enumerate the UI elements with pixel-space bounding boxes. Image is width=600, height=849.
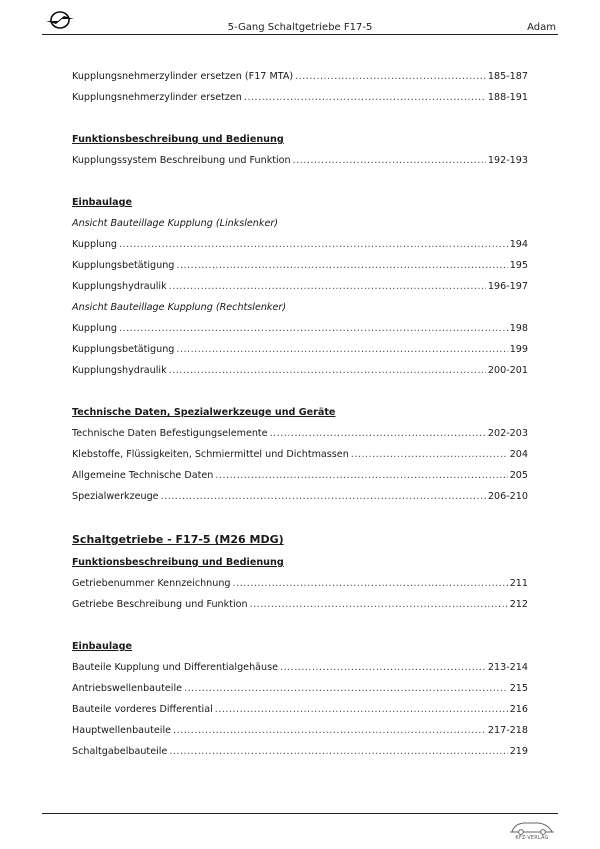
toc-leader-dots	[270, 423, 486, 444]
toc-heading: Einbaulage	[72, 641, 132, 652]
toc-leader-dots	[176, 339, 507, 360]
toc-spacer	[72, 615, 528, 636]
toc-entry[interactable]	[72, 741, 528, 762]
toc-leader-dots	[250, 594, 508, 615]
toc-entry-title: Kupplungsnehmerzylinder ersetzen (F17 MTA)	[72, 71, 294, 82]
table-of-contents	[72, 66, 528, 762]
toc-entry[interactable]	[72, 486, 528, 507]
toc-entry-pages: 206-210	[487, 491, 528, 502]
toc-leader-dots	[215, 465, 507, 486]
toc-entry[interactable]	[72, 234, 528, 255]
toc-leader-dots	[169, 741, 507, 762]
toc-entry[interactable]	[72, 573, 528, 594]
toc-sub: Ansicht Bauteillage Kupplung (Rechtslenker)	[72, 302, 287, 313]
toc-entry[interactable]	[72, 444, 528, 465]
toc-entry-pages: 219	[509, 746, 528, 757]
toc-entry-pages: 200-201	[487, 365, 528, 376]
toc-heading: Einbaulage	[72, 197, 132, 208]
toc-spacer	[72, 108, 528, 129]
toc-entry-pages: 216	[509, 704, 528, 715]
toc-entry-title: Kupplungsbetätigung	[72, 260, 175, 271]
toc-entry-pages: 211	[509, 578, 528, 589]
toc-leader-dots	[161, 486, 486, 507]
toc-entry-pages: 212	[509, 599, 528, 610]
toc-entry-title: Bauteile Kupplung und Differentialgehäuse	[72, 662, 279, 673]
toc-entry[interactable]	[72, 594, 528, 615]
toc-entry[interactable]	[72, 339, 528, 360]
toc-entry-pages: 192-193	[487, 155, 528, 166]
toc-sub: Ansicht Bauteillage Kupplung (Linkslenker)	[72, 218, 279, 229]
toc-entry-pages: 205	[509, 470, 528, 481]
toc-entry[interactable]	[72, 720, 528, 741]
document-title: 5-Gang Schaltgetriebe F17-5	[227, 22, 373, 33]
toc-entry-pages: 217-218	[487, 725, 528, 736]
toc-leader-dots	[169, 360, 486, 381]
toc-entry[interactable]	[72, 276, 528, 297]
toc-spacer	[72, 381, 528, 402]
toc-entry-pages: 195	[509, 260, 528, 271]
toc-entry-title: Allgemeine Technische Daten	[72, 470, 214, 481]
toc-leader-dots	[293, 150, 486, 171]
footer-divider	[42, 813, 558, 814]
toc-entry-pages: 202-203	[487, 428, 528, 439]
toc-entry-pages: 196-197	[487, 281, 528, 292]
toc-entry-title: Klebstoffe, Flüssigkeiten, Schmiermittel und Dichtmassen	[72, 449, 349, 460]
toc-entry[interactable]	[72, 66, 528, 87]
toc-leader-dots	[244, 87, 486, 108]
toc-entry[interactable]	[72, 465, 528, 486]
header-model: Adam	[527, 22, 556, 33]
toc-entry-pages: 204	[509, 449, 528, 460]
toc-entry-title: Getriebenummer Kennzeichnung	[72, 578, 231, 589]
toc-entry-title: Kupplungsbetätigung	[72, 344, 175, 355]
toc-entry-pages: 194	[509, 239, 528, 250]
toc-leader-dots	[119, 234, 508, 255]
toc-entry-pages: 198	[509, 323, 528, 334]
toc-entry-title: Technische Daten Befestigungselemente	[72, 428, 268, 439]
toc-heading: Technische Daten, Spezialwerkzeuge und Geräte	[72, 407, 336, 418]
toc-heading: Funktionsbeschreibung und Bedienung	[72, 134, 284, 145]
toc-entry[interactable]	[72, 87, 528, 108]
toc-entry-title: Bauteile vorderes Differential	[72, 704, 213, 715]
toc-leader-dots	[169, 276, 486, 297]
toc-entry-title: Kupplung	[72, 323, 117, 334]
page-header	[42, 8, 558, 34]
toc-leader-dots	[351, 444, 508, 465]
toc-heading: Funktionsbeschreibung und Bedienung	[72, 557, 284, 568]
toc-spacer	[72, 507, 528, 528]
toc-entry-title: Schaltgabelbauteile	[72, 746, 168, 757]
toc-entry[interactable]	[72, 150, 528, 171]
toc-entry-pages: 199	[509, 344, 528, 355]
car-icon	[506, 818, 558, 836]
toc-entry[interactable]	[72, 255, 528, 276]
toc-leader-dots	[173, 720, 486, 741]
toc-leader-dots	[233, 573, 508, 594]
toc-entry-title: Kupplungssystem Beschreibung und Funktion	[72, 155, 291, 166]
toc-leader-dots	[280, 657, 486, 678]
toc-entry[interactable]	[72, 657, 528, 678]
header-divider	[42, 34, 558, 35]
toc-section: Schaltgetriebe - F17-5 (M26 MDG)	[72, 533, 284, 546]
toc-entry-pages: 215	[509, 683, 528, 694]
toc-leader-dots	[119, 318, 508, 339]
toc-entry[interactable]	[72, 699, 528, 720]
toc-entry-title: Getriebe Beschreibung und Funktion	[72, 599, 248, 610]
toc-entry-title: Kupplungshydraulik	[72, 365, 167, 376]
toc-entry-pages: 185-187	[487, 71, 528, 82]
toc-entry-title: Antriebswellenbauteile	[72, 683, 183, 694]
toc-spacer	[72, 171, 528, 192]
toc-entry-pages: 213-214	[487, 662, 528, 673]
publisher-name: KFZ-VERLAG	[515, 835, 549, 841]
toc-entry-pages: 188-191	[487, 92, 528, 103]
toc-entry-title: Kupplungsnehmerzylinder ersetzen	[72, 92, 242, 103]
toc-entry-title: Hauptwellenbauteile	[72, 725, 172, 736]
toc-leader-dots	[176, 255, 507, 276]
toc-entry[interactable]	[72, 678, 528, 699]
toc-entry[interactable]	[72, 423, 528, 444]
toc-leader-dots	[184, 678, 508, 699]
toc-entry-title: Kupplung	[72, 239, 117, 250]
publisher-logo	[506, 818, 558, 844]
toc-entry[interactable]	[72, 318, 528, 339]
toc-entry-title: Kupplungshydraulik	[72, 281, 167, 292]
toc-leader-dots	[295, 66, 486, 87]
toc-entry[interactable]	[72, 360, 528, 381]
toc-entry-title: Spezialwerkzeuge	[72, 491, 159, 502]
toc-leader-dots	[215, 699, 508, 720]
